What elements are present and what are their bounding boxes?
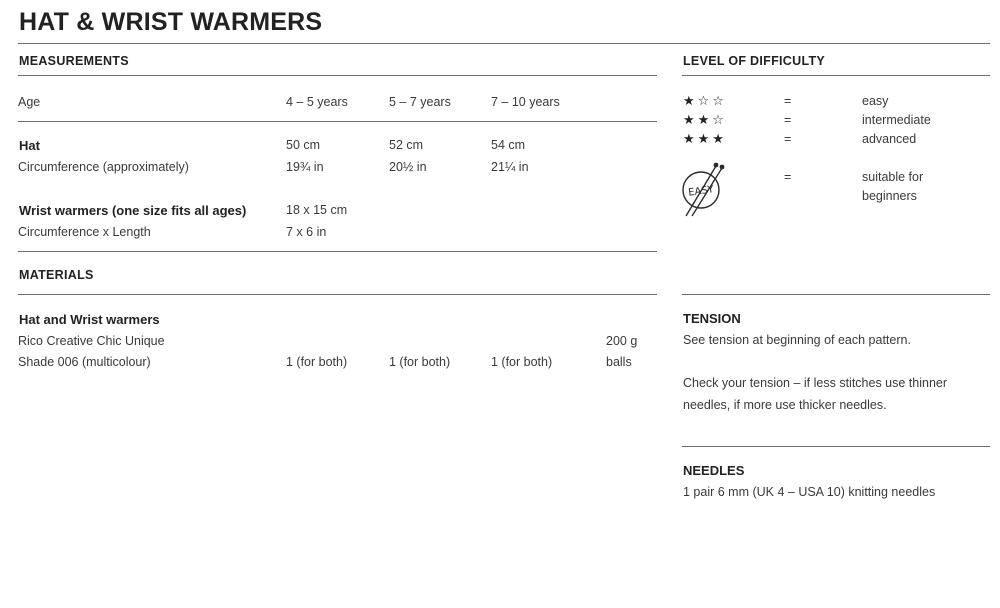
- easy-knitting-badge-icon: [680, 158, 728, 222]
- age-rule: [18, 121, 657, 122]
- needles-top-rule: [682, 446, 990, 447]
- unit-label: balls: [606, 355, 632, 369]
- materials-rule: [18, 294, 657, 295]
- age-label: Age: [18, 95, 41, 109]
- wrist-cm: 18 x 15 cm: [286, 203, 348, 217]
- yarn-name: Rico Creative Chic Unique: [18, 334, 165, 348]
- eq-easy: =: [784, 94, 792, 108]
- badge-label-1: suitable for: [862, 170, 924, 184]
- tension-line-2: Check your tension – if less stitches use thinner: [683, 376, 948, 390]
- needles-line-1: 1 pair 6 mm (UK 4 – USA 10) knitting needles: [683, 485, 936, 499]
- wrist-dim-label: Circumference x Length: [18, 225, 151, 239]
- stars-advanced-icon: ★★★: [683, 131, 727, 146]
- badge-text: EASY: [687, 184, 715, 199]
- hat-in-3: 21¼ in: [491, 160, 529, 174]
- wrist-rule: [18, 251, 657, 252]
- eq-badge: =: [784, 170, 792, 184]
- level-advanced: advanced: [862, 132, 917, 146]
- tension-heading: TENSION: [683, 311, 741, 326]
- materials-heading: MATERIALS: [19, 268, 94, 282]
- hat-in-1: 19¾ in: [286, 160, 324, 174]
- qty-2: 1 (for both): [389, 355, 451, 369]
- tension-top-rule: [682, 294, 990, 295]
- title-rule: [18, 43, 990, 44]
- tension-line-3: needles, if more use thicker needles.: [683, 398, 887, 412]
- level-intermediate: intermediate: [862, 113, 931, 127]
- qty-3: 1 (for both): [491, 355, 553, 369]
- hat-label: Hat: [19, 138, 40, 153]
- wrist-warmers-label: Wrist warmers (one size fits all ages): [19, 203, 247, 218]
- stars-intermediate-icon: ★★☆: [683, 112, 727, 127]
- age-size-3: 7 – 10 years: [491, 95, 560, 109]
- eq-intermediate: =: [784, 113, 792, 127]
- badge-label-2: beginners: [862, 189, 917, 203]
- level-easy: easy: [862, 94, 889, 108]
- measurements-heading: MEASUREMENTS: [19, 54, 129, 68]
- age-size-1: 4 – 5 years: [286, 95, 348, 109]
- difficulty-rule: [682, 75, 990, 76]
- circumference-label: Circumference (approximately): [18, 160, 189, 174]
- hat-cm-3: 54 cm: [491, 138, 526, 152]
- tension-line-1: See tension at beginning of each pattern.: [683, 333, 911, 347]
- needles-heading: NEEDLES: [683, 463, 745, 478]
- difficulty-heading: LEVEL OF DIFFICULTY: [683, 54, 826, 68]
- page-title: HAT & WRIST WARMERS: [19, 8, 323, 36]
- age-size-2: 5 – 7 years: [389, 95, 451, 109]
- hat-in-2: 20½ in: [389, 160, 427, 174]
- measurements-rule: [18, 75, 657, 76]
- qty-1: 1 (for both): [286, 355, 348, 369]
- materials-subheading: Hat and Wrist warmers: [19, 312, 160, 327]
- eq-advanced: =: [784, 132, 792, 146]
- hat-cm-2: 52 cm: [389, 138, 424, 152]
- hat-cm-1: 50 cm: [286, 138, 321, 152]
- unit-weight: 200 g: [606, 334, 638, 348]
- stars-easy-icon: ★☆☆: [683, 93, 727, 108]
- wrist-in: 7 x 6 in: [286, 225, 327, 239]
- shade-name: Shade 006 (multicolour): [18, 355, 151, 369]
